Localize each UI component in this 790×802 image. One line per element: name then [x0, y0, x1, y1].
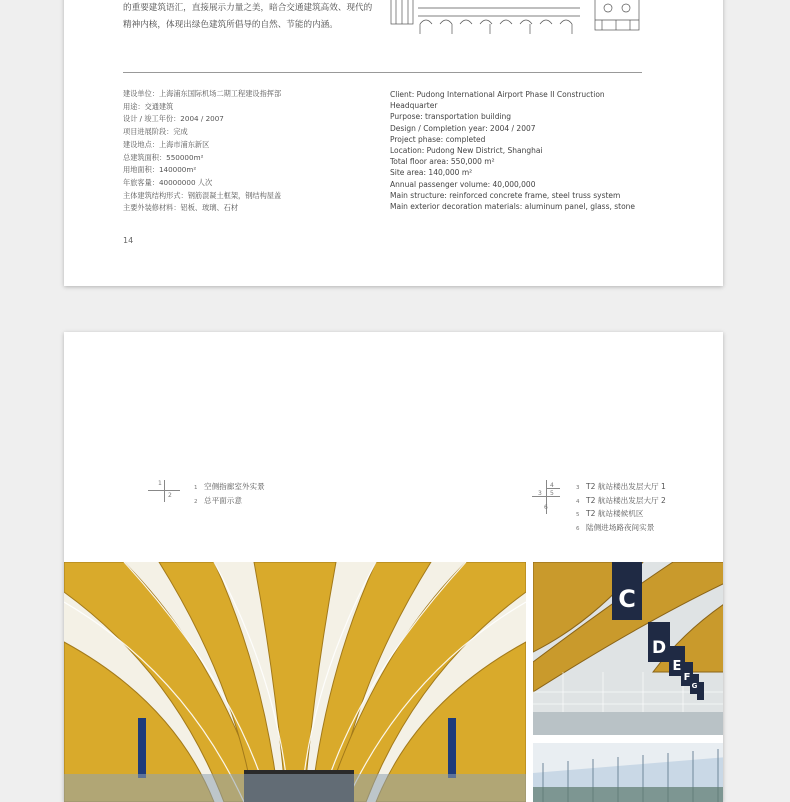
waiting-area-photo: [533, 743, 723, 802]
info-item: Annual passenger volume: 40,000,000: [390, 179, 536, 189]
project-info-chinese: [123, 88, 353, 215]
caption-item: [194, 495, 265, 509]
gate-sign-label: F: [683, 672, 691, 683]
figure-key-right: [532, 480, 566, 514]
gate-sign-label: C: [618, 585, 636, 613]
figure-key-left: [148, 480, 188, 502]
info-item: Project phase: completed: [390, 134, 486, 144]
key-number: 5: [550, 490, 554, 497]
elevation-drawing: [390, 0, 642, 38]
book-page-bottom: [64, 332, 723, 802]
caption-number: 3: [576, 485, 580, 491]
info-item: Main structure: reinforced concrete frame, steel truss system: [390, 190, 621, 200]
gate-sign-label: G: [691, 682, 698, 690]
intro-line: 精神内核，体现出绿色建筑所倡导的自然、节能的内涵。: [123, 20, 338, 30]
info-item: 建设单位：上海浦东国际机场二期工程建设指挥部: [123, 89, 282, 98]
info-item: Purpose: transportation building: [390, 112, 512, 122]
caption-number: 6: [576, 525, 580, 532]
caption-item: [576, 481, 666, 495]
caption-item: [576, 495, 666, 509]
info-item: 年旅客量：40000000 人次: [123, 177, 213, 187]
figure-captions-left: [194, 481, 265, 508]
caption-text: 空侧指廊室外实景: [204, 482, 265, 491]
intro-paragraph: [123, 0, 385, 34]
caption-text: 总平面示意: [204, 495, 242, 505]
info-item: 总建筑面积：550000m²: [123, 152, 204, 162]
caption-number: 4: [576, 498, 580, 505]
key-number: 3: [538, 490, 542, 497]
figure-captions-right: [576, 481, 666, 535]
project-info-english: [390, 89, 652, 212]
info-item: Site area: 140,000 m²: [390, 168, 473, 178]
info-item: Total floor area: 550,000 m²: [390, 157, 495, 167]
caption-item: [576, 522, 666, 536]
terminal-roof-photo: [64, 562, 526, 802]
info-item: Location: Pudong New District, Shanghai: [390, 146, 543, 156]
info-item: 用途：交通建筑: [123, 101, 174, 111]
caption-text: T2 航站楼出发层大厅 2: [586, 495, 666, 505]
info-item: 设计 / 竣工年份：2004 / 2007: [123, 114, 224, 124]
key-number: 4: [550, 482, 554, 489]
info-item: 项目进展阶段：完成: [123, 127, 188, 137]
info-item: Design / Completion year: 2004 / 2007: [390, 123, 536, 133]
book-page-top: [64, 0, 723, 286]
page-number: 14: [123, 236, 134, 245]
key-number: 6: [544, 504, 548, 511]
key-number: 1: [158, 480, 162, 487]
caption-number: 2: [194, 498, 198, 505]
info-item: Client: Pudong International Airport Phase II Construction: [390, 90, 605, 99]
caption-text: T2 航站楼出发层大厅 1: [586, 482, 666, 491]
info-item: 用地面积：140000m²: [123, 165, 197, 175]
gate-sign-label: D: [651, 638, 667, 658]
intro-line: 的重要建筑语汇，直接展示力量之美，暗合交通建筑高效、现代的: [123, 3, 373, 13]
info-item: 主要外装修材料：铝板、玻璃、石材: [123, 203, 239, 213]
section-divider: [123, 72, 642, 73]
info-item: 主体建筑结构形式：钢筋混凝土框架，钢结构屋盖: [123, 190, 282, 200]
departure-hall-photo: [533, 562, 723, 735]
caption-number: 5: [576, 512, 580, 519]
caption-text: 陆侧进场路夜间实景: [586, 522, 655, 532]
gate-sign-label: E: [672, 659, 682, 674]
caption-number: 1: [194, 485, 198, 491]
info-item: Headquarter: [390, 101, 438, 111]
caption-text: T2 航站楼候机区: [586, 509, 644, 519]
info-item: 建设地点：上海市浦东新区: [123, 139, 210, 149]
info-item: Main exterior decoration materials: aluminum panel, glass, stone: [390, 202, 636, 212]
key-number: 2: [168, 492, 172, 499]
caption-item: [576, 508, 666, 522]
caption-item: [194, 481, 265, 495]
